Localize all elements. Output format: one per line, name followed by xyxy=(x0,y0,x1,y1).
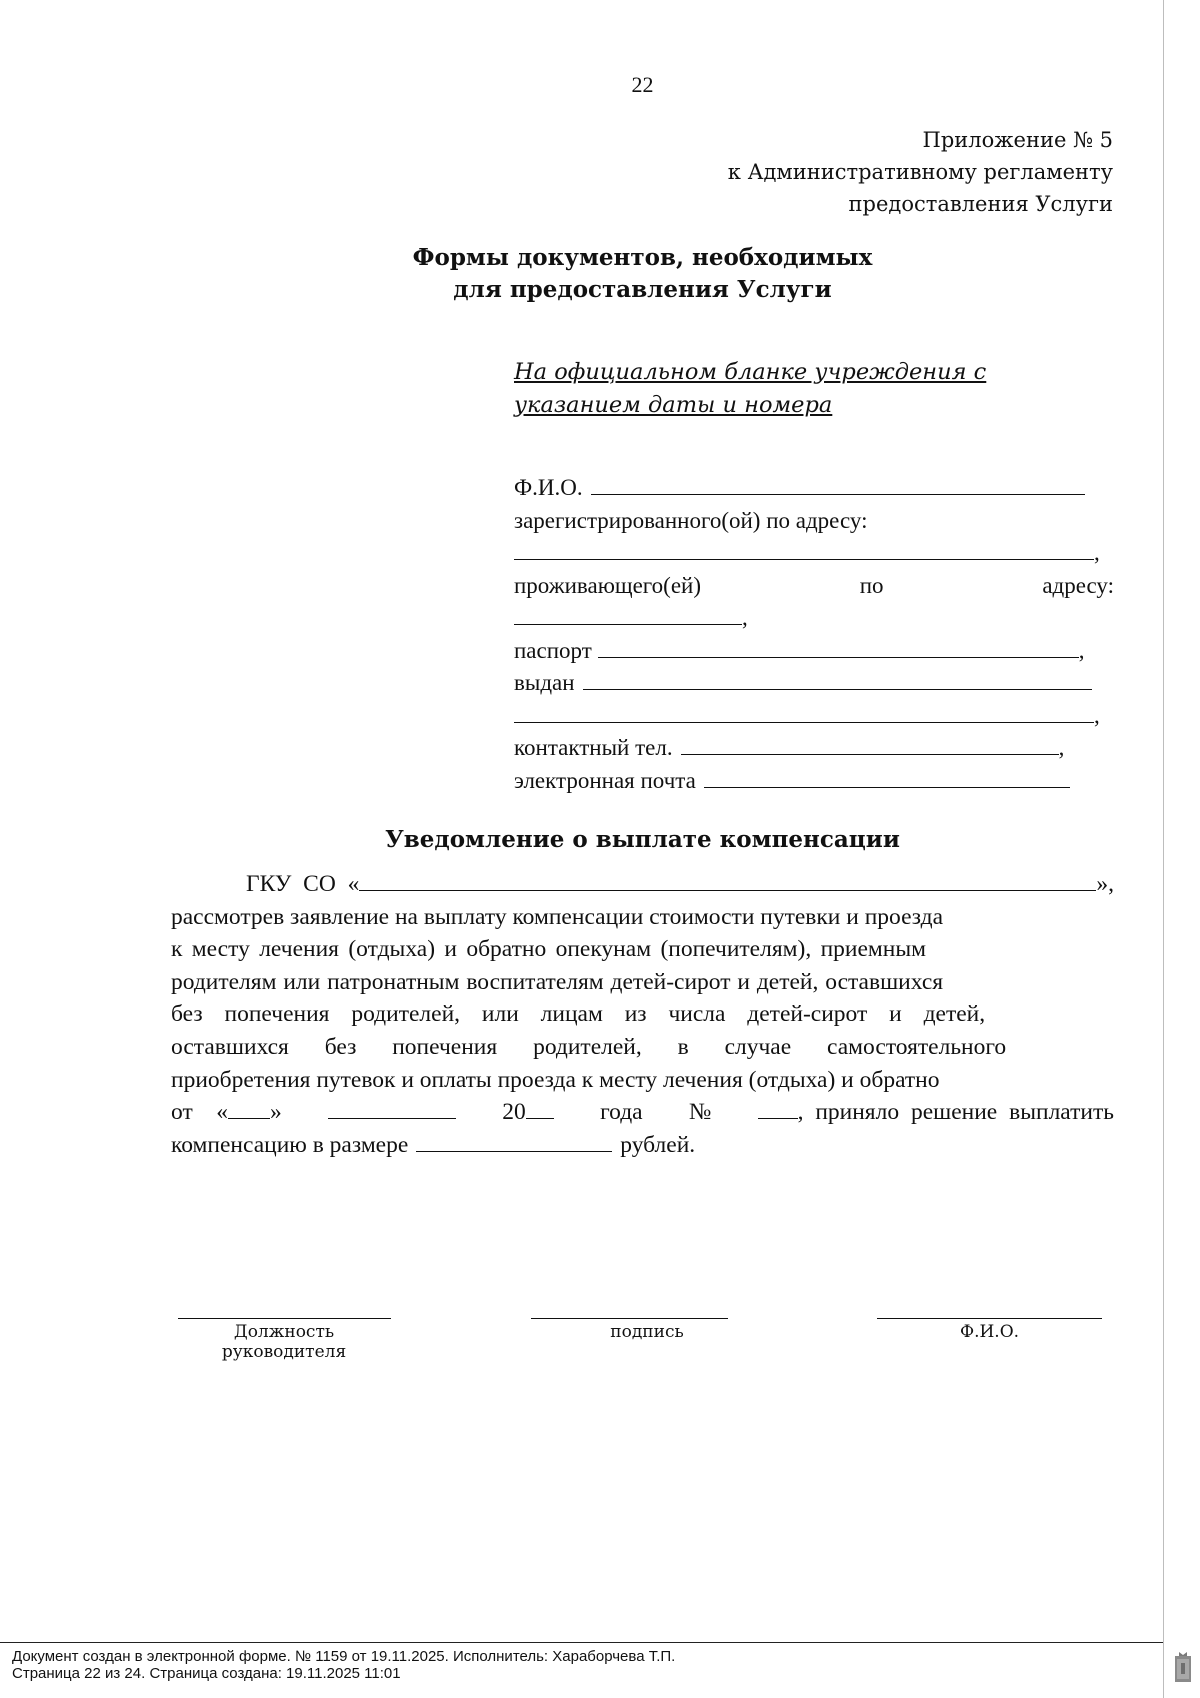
document-title-line-2: для предоставления Услуги xyxy=(453,276,832,303)
body-line-text: приобретения путевок и оплаты проезда к месту лечения (отдыха) и обратно xyxy=(171,1066,940,1093)
body-line-text: рассмотрев заявление на выплату компенсации стоимости путевки и проезда xyxy=(171,903,944,930)
issued-blank xyxy=(583,668,1092,690)
email-row xyxy=(514,765,1114,798)
email-blank xyxy=(704,766,1070,788)
fio-label: Ф.И.О. xyxy=(959,1322,1020,1342)
amount-suffix: рублей. xyxy=(620,1131,696,1158)
amount-prefix: компенсацию в размере xyxy=(171,1131,409,1158)
year-word: года xyxy=(600,1099,643,1126)
comma: , xyxy=(1058,735,1065,760)
body-line xyxy=(171,1064,1114,1097)
body-line-text: к месту лечения (отдыха) и обратно опекунам (попечителям), приемным xyxy=(171,936,927,963)
number-group xyxy=(758,1096,1114,1129)
issued-continuation-row xyxy=(514,700,1114,733)
quote-close: » xyxy=(269,1099,282,1126)
fio-blank xyxy=(591,473,1085,495)
body-line-text: без попечения родителей, или лицам из числа детей-сирот и детей, xyxy=(171,1001,986,1028)
month-blank xyxy=(328,1097,456,1119)
official-blank-note: На официальном бланке учреждения с указанием даты и номера xyxy=(514,359,987,418)
passport-row xyxy=(514,635,1114,668)
issued-label: выдан xyxy=(514,670,575,695)
day-blank xyxy=(228,1097,270,1119)
footer-line-2: Страница 22 из 24. Страница создана: 19.11.2025 11:01 xyxy=(12,1665,401,1682)
fio-label: Ф.И.О. xyxy=(514,475,583,500)
living-word-1: проживающего(ей) xyxy=(514,572,701,598)
address-block xyxy=(514,472,1114,797)
body-line xyxy=(171,901,1114,934)
document-title xyxy=(0,242,1200,306)
registered-address-blank xyxy=(514,538,1094,560)
body-line xyxy=(171,933,1114,966)
footer-line-1: Документ создан в электронной форме. № 1159 от 19.11.2025. Исполнитель: Хараборчева Т.П. xyxy=(12,1648,676,1665)
amount-line xyxy=(171,1129,1114,1162)
fio-signature-line xyxy=(877,1318,1102,1319)
number-blank xyxy=(758,1097,798,1119)
body-line-text: родителям или патронатным воспитателям детей-сирот и детей, оставшихся xyxy=(171,968,944,995)
fio-row xyxy=(514,472,1114,505)
appendix-header xyxy=(728,124,1113,220)
org-name-blank xyxy=(359,869,1096,891)
phone-row xyxy=(514,732,1114,765)
living-address-blank xyxy=(514,603,742,625)
footer xyxy=(12,1648,675,1682)
signature-line xyxy=(531,1318,728,1319)
notice-body xyxy=(171,868,1114,1161)
email-label: электронная почта xyxy=(514,767,696,793)
body-line xyxy=(171,1031,1114,1064)
position-label: Должность руководителя xyxy=(221,1322,347,1362)
page-number: 22 xyxy=(631,72,654,97)
org-suffix: », xyxy=(1096,871,1114,897)
date-group xyxy=(171,1096,282,1129)
appendix-line-3: предоставления Услуги xyxy=(848,192,1113,216)
living-address-row xyxy=(514,602,1114,635)
appendix-line-1: Приложение № 5 xyxy=(922,128,1113,152)
year-prefix: 20 xyxy=(502,1099,526,1126)
issued-continuation-blank xyxy=(514,701,1094,723)
notice-title: Уведомление о выплате компенсации xyxy=(385,826,900,853)
signature-label: подпись xyxy=(610,1322,684,1342)
issued-row xyxy=(514,667,1114,700)
amount-blank xyxy=(416,1130,612,1152)
body-line-text: оставшихся без попечения родителей, в случае самостоятельного xyxy=(171,1033,1007,1060)
living-word-2: по xyxy=(859,572,884,598)
registered-address-row xyxy=(514,537,1114,570)
org-prefix: ГКУ СО « xyxy=(246,871,360,897)
living-row xyxy=(514,570,1114,603)
registered-row xyxy=(514,505,1114,538)
document-title-line-1: Формы документов, необходимых xyxy=(412,244,873,271)
passport-blank xyxy=(598,636,1079,658)
quote-open: « xyxy=(216,1099,228,1126)
decision-text: , приняло решение выплатить xyxy=(797,1099,1114,1126)
footer-divider xyxy=(0,1642,1163,1643)
body-line xyxy=(171,998,1114,1031)
living-word-3: адресу: xyxy=(1042,572,1114,598)
comma: , xyxy=(1094,702,1100,728)
comma: , xyxy=(1094,540,1100,565)
number-sign: № xyxy=(688,1099,712,1126)
date-from: от xyxy=(171,1099,193,1126)
org-line xyxy=(171,868,1114,901)
position-signature-line xyxy=(178,1318,391,1319)
year-group xyxy=(502,1096,554,1129)
phone-label: контактный тел. xyxy=(514,735,673,760)
comma: , xyxy=(1078,637,1085,663)
comma: , xyxy=(742,605,748,630)
date-line xyxy=(171,1096,1114,1129)
body-line xyxy=(171,966,1114,999)
passport-label: паспорт xyxy=(514,637,592,663)
appendix-line-2: к Административному регламенту xyxy=(727,160,1113,184)
phone-blank xyxy=(681,733,1059,755)
coat-of-arms-icon xyxy=(1172,1650,1194,1684)
registered-label: зарегистрированного(ой) по адресу: xyxy=(514,507,868,533)
year-blank xyxy=(526,1097,554,1119)
